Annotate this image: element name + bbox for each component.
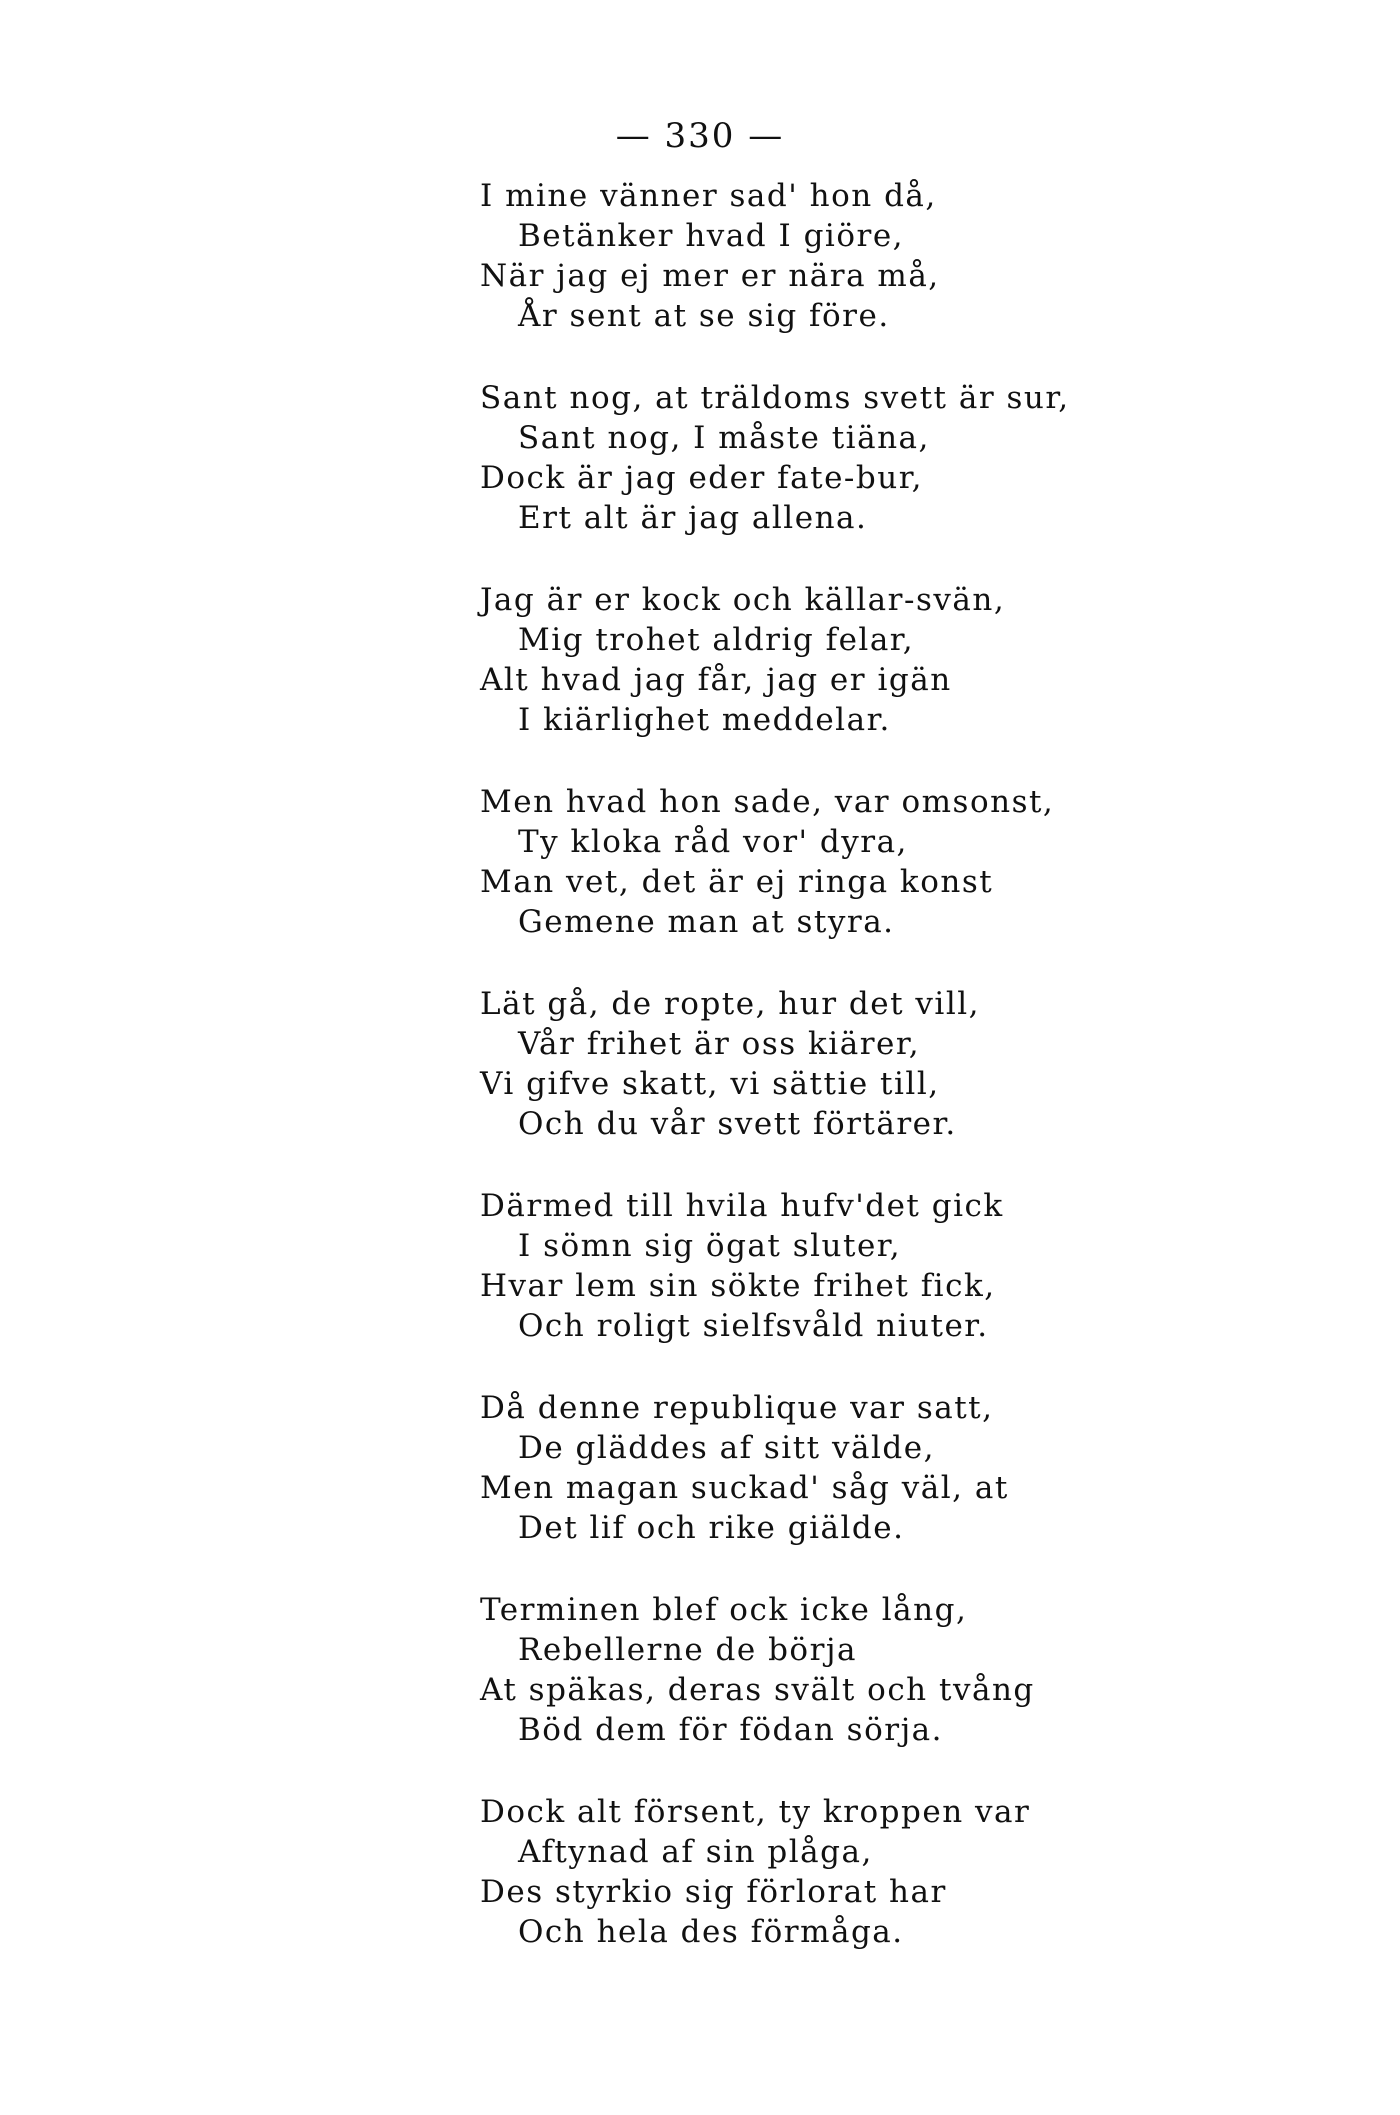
stanza-4 — [480, 782, 1300, 942]
poem-line: Hvar lem sin sökte frihet fick, — [480, 1268, 996, 1304]
stanza-6 — [480, 1186, 1300, 1346]
stanza-9 — [480, 1792, 1300, 1952]
poem-line: I sömn sig ögat sluter, — [518, 1228, 902, 1264]
poem-line: När jag ej mer er nära må, — [480, 258, 940, 294]
poem-line: I mine vänner sad' hon då, — [480, 178, 937, 214]
stanza-2 — [480, 378, 1300, 538]
poem-line: De gläddes af sitt välde, — [518, 1430, 935, 1466]
poem-line: Alt hvad jag får, jag er igän — [480, 662, 952, 698]
poem-line: Men hvad hon sade, var omsonst, — [480, 784, 1055, 820]
poem-line: År sent at se sig före. — [518, 298, 890, 334]
poem-line: Mig trohet aldrig felar, — [518, 622, 915, 658]
poem-line: Då denne republique var satt, — [480, 1390, 994, 1426]
poem-line: Man vet, det är ej ringa konst — [480, 864, 994, 900]
poem-line: Sant nog, I måste tiäna, — [518, 420, 930, 456]
stanza-7 — [480, 1388, 1300, 1548]
poem-line: Böd dem för födan sörja. — [518, 1712, 944, 1748]
poem-line: Och roligt sielfsvåld niuter. — [518, 1308, 989, 1344]
page-number: — 330 — — [615, 116, 785, 156]
poem-line: Dock alt försent, ty kroppen var — [480, 1794, 1031, 1830]
poem-line: Men magan suckad' såg väl, at — [480, 1470, 1009, 1506]
poem-line: Vi gifve skatt, vi sättie till, — [480, 1066, 940, 1102]
poem-line: Ert alt är jag allena. — [518, 500, 868, 536]
poem-line: Jag är er kock och källar-svän, — [480, 582, 1006, 618]
poem-line: Och hela des förmåga. — [518, 1914, 904, 1950]
poem-line: I kiärlighet meddelar. — [518, 702, 891, 738]
poem-line: Gemene man at styra. — [518, 904, 895, 940]
poem-line: Lät gå, de ropte, hur det vill, — [480, 986, 981, 1022]
poem-line: Det lif och rike giälde. — [518, 1510, 905, 1546]
poem-line: Dock är jag eder fate-bur, — [480, 460, 923, 496]
poem-line: Rebellerne de börja — [518, 1632, 857, 1668]
stanza-1 — [480, 176, 1300, 336]
poem-line: Betänker hvad I giöre, — [518, 218, 905, 254]
stanza-5 — [480, 984, 1300, 1144]
poem-line: Des styrkio sig förlorat har — [480, 1874, 947, 1910]
stanza-3 — [480, 580, 1300, 740]
poem-line: Sant nog, at träldoms svett är sur, — [480, 380, 1070, 416]
poem-line: Och du vår svett förtärer. — [518, 1106, 957, 1142]
poem-line: Ty kloka råd vor' dyra, — [518, 824, 908, 860]
poem-line: Därmed till hvila hufv'det gick — [480, 1188, 1004, 1224]
poem — [480, 176, 1300, 1994]
poem-line: Terminen blef ock icke lång, — [480, 1592, 968, 1628]
poem-line: Aftynad af sin plåga, — [518, 1834, 873, 1870]
stanza-8 — [480, 1590, 1300, 1750]
poem-line: Vår frihet är oss kiärer, — [518, 1026, 921, 1062]
poem-line: At späkas, deras svält och tvång — [480, 1672, 1035, 1708]
